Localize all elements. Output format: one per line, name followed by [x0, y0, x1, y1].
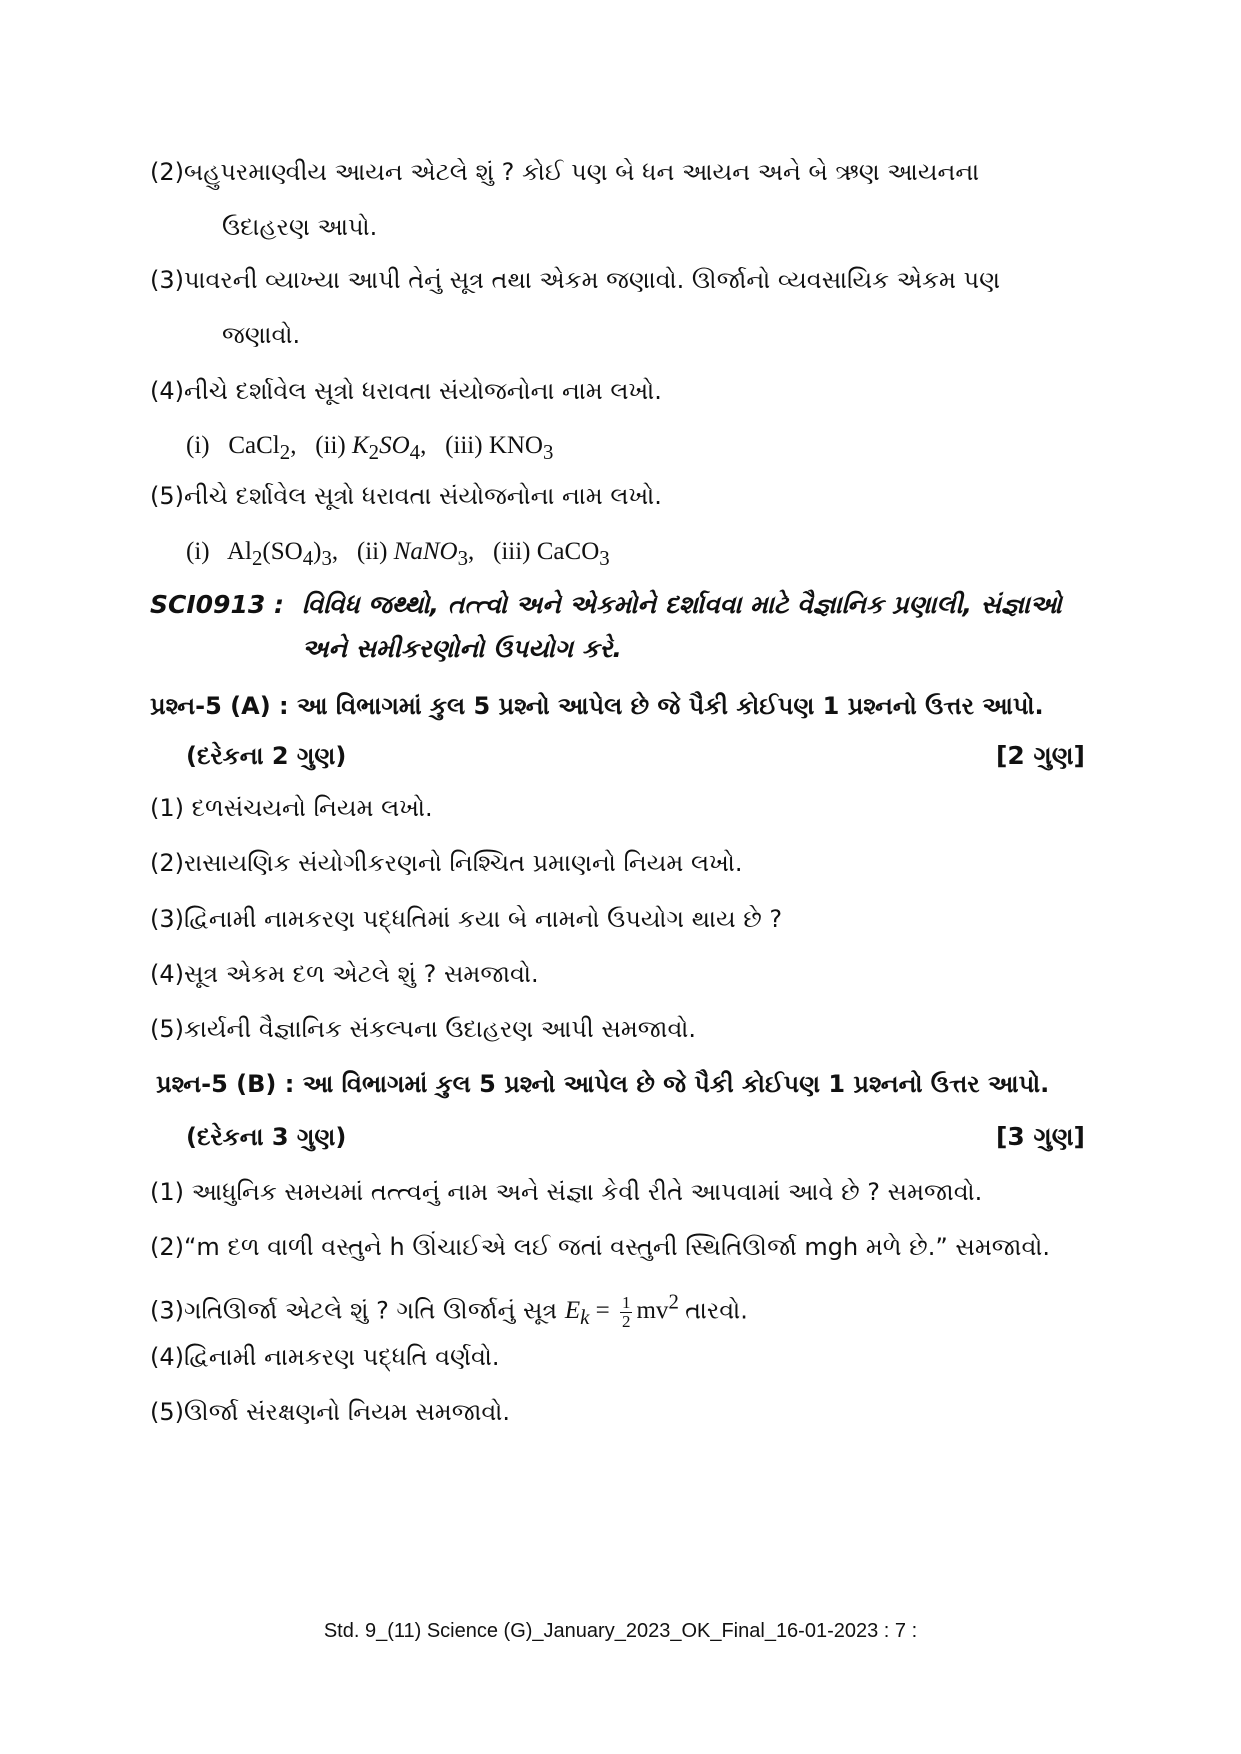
part-a-question-1: (1) દળસંચયનો નિયમ લખો. [150, 794, 433, 822]
objective-line2: અને સમીકરણોનો ઉપયોગ કરે. [302, 634, 622, 663]
part-b-question-3 [150, 1286, 748, 1333]
part-b-question-4: (4)દ્વિનામી નામકરણ પદ્ધતિ વર્ણવો. [150, 1343, 500, 1371]
part-a-question-5: (5)કાર્યની વૈજ્ઞાનિક સંકલ્પના ઉદાહરણ આપી સમજાવો. [150, 1015, 697, 1043]
part-a-total-marks: [2 ગુણ] [995, 741, 1085, 770]
objective-code: SCI0913 : [150, 590, 284, 619]
part-a-heading: પ્રશ્ન-5 (A) : આ વિભાગમાં કુલ 5 પ્રશ્નો આપેલ છે જે પૈકી કોઈપણ 1 પ્રશ્નનો ઉત્તર આપો. [150, 692, 1044, 720]
formula-list-q4: (i) CaCl$_2$, (ii) $K_2SO_4$, (iii) $KNO_3$ [186, 432, 554, 464]
part-a-question-3: (3)દ્વિનામી નામકરણ પદ્ધતિમાં કયા બે નામનો ઉપયોગ થાય છે ? [150, 905, 783, 933]
question-3-line1: (3)પાવરની વ્યાખ્યા આપી તેનું સૂત્ર તથા એકમ જણાવો. ઊર્જાનો વ્યવસાયિક એકમ પણ [150, 266, 1001, 294]
question-3-line2: જણાવો. [222, 321, 301, 349]
item-i-label: (i) [186, 538, 210, 565]
part-b-question-5: (5)ઊર્જા સંરક્ષણનો નિયમ સમજાવો. [150, 1398, 510, 1426]
question-3-end: તારવો. [685, 1296, 748, 1325]
question-2-line2: ઉદાહરણ આપો. [222, 213, 378, 241]
kinetic-energy-formula: $E_k$ = $\frac{1}{2}$ $mv^2$ [564, 1290, 679, 1332]
page-footer: Std. 9_(11) Science (G)_January_2023_OK_Final_16-01-2023 : 7 : [323, 1620, 918, 1642]
question-5: (5)નીચે દર્શાવેલ સૂત્રો ધરાવતા સંયોજનોના નામ લખો. [150, 482, 662, 510]
question-2-line1: (2)બહુપરમાણ્વીય આયન એટલે શું ? કોઈ પણ બે ધન આયન અને બે ઋણ આયનના [150, 158, 980, 186]
question-4: (4)નીચે દર્શાવેલ સૂત્રો ધરાવતા સંયોજનોના નામ લખો. [150, 377, 662, 405]
part-b-question-1: (1) આધુનિક સમયમાં તત્ત્વનું નામ અને સંજ્ઞા કેવી રીતે આપવામાં આવે છે ? સમજાવો. [150, 1178, 983, 1206]
part-a-question-2: (2)રાસાયણિક સંયોગીકરણનો નિશ્ચિત પ્રમાણનો નિયમ લખો. [150, 849, 743, 877]
objective-line1: વિવિધ જથ્થો, તત્ત્વો અને એકમોને દર્શાવવા માટે વૈજ્ઞાનિક પ્રણાલી, સંજ્ઞાઓ [302, 590, 1062, 619]
item-iii-label: (iii) [493, 538, 531, 565]
formula-list-q5: (i) $Al_2(SO_4)_3$, (ii) NaNO$_3$, (iii) CaCO$_3$ [186, 538, 610, 570]
item-ii-label: (ii) [315, 432, 346, 459]
item-iii-label: (iii) [445, 432, 483, 459]
part-a-each-marks: (દરેકના 2 ગુણ) [186, 742, 347, 770]
item-i-label: (i) [186, 432, 210, 459]
part-b-each-marks: (દરેકના 3 ગુણ) [186, 1123, 347, 1151]
part-b-total-marks: [3 ગુણ] [995, 1122, 1085, 1151]
part-a-question-4: (4)સૂત્ર એકમ દળ એટલે શું ? સમજાવો. [150, 960, 539, 988]
part-b-heading: પ્રશ્ન-5 (B) : આ વિભાગમાં કુલ 5 પ્રશ્નો આપેલ છે જે પૈકી કોઈપણ 1 પ્રશ્નનો ઉત્તર આપો. [156, 1070, 1050, 1098]
item-ii-label: (ii) [356, 538, 388, 565]
question-3-text: (3)ગતિઊર્જા એટલે શું ? ગતિ ઊર્જાનું સૂત્ર [150, 1296, 558, 1325]
part-b-question-2: (2)“m દળ વાળી વસ્તુને h ઊંચાઈએ લઈ જતાં વસ્તુની સ્થિતિઊર્જા mgh મળે છે.” સમજાવો. [150, 1233, 1051, 1261]
